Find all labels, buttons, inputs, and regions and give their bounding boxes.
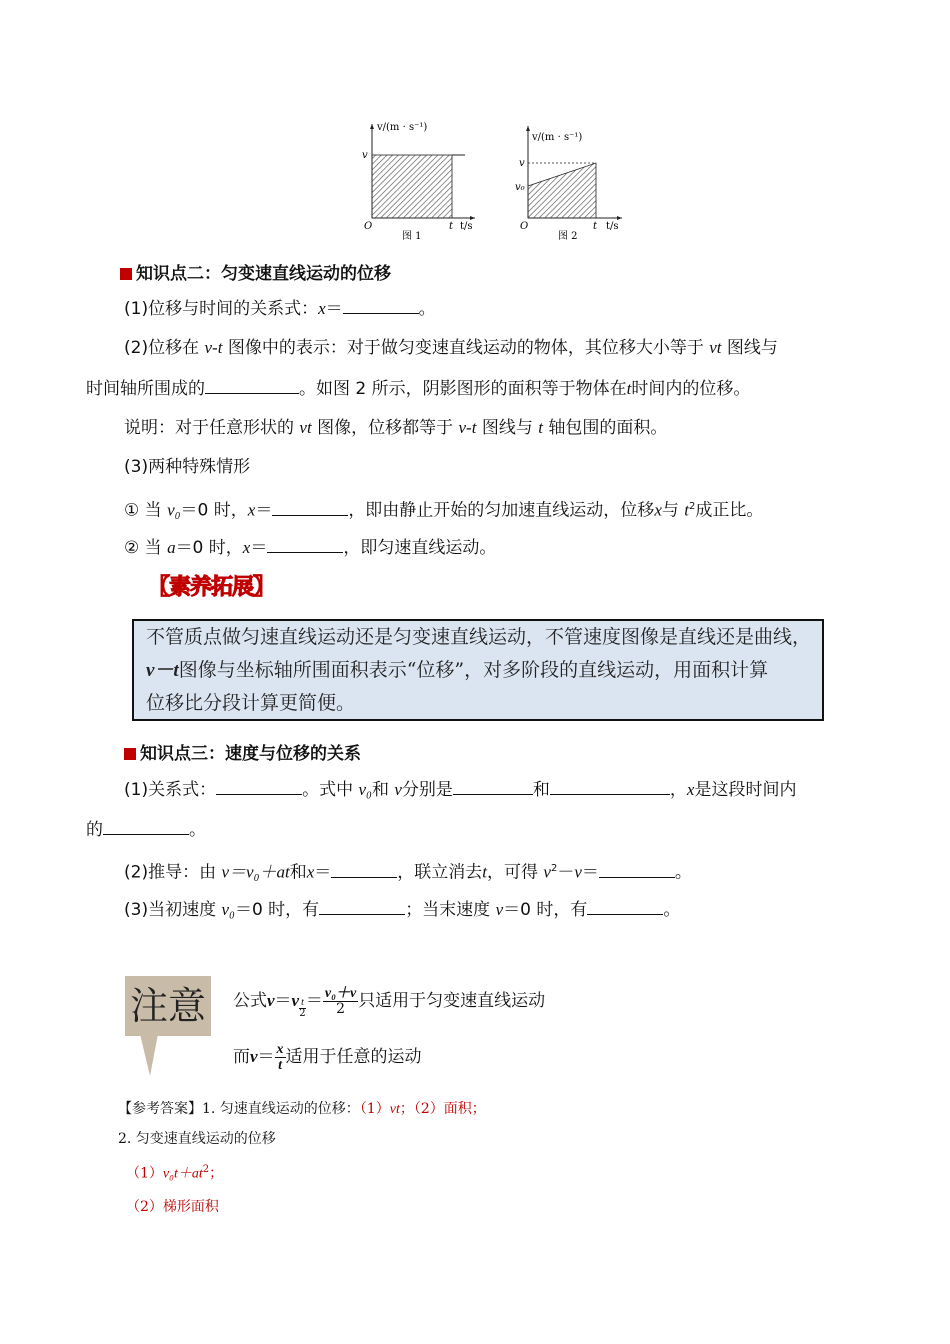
literacy-expansion-banner: 〖素养拓展〗	[148, 575, 275, 600]
blank-field[interactable]	[267, 536, 343, 553]
blank-field[interactable]	[103, 818, 189, 835]
blank-field[interactable]	[331, 861, 397, 878]
kp2-note: 说明：对于任意形状的 vt 图像，位移都等于 v-t 图线与 t 轴包围的面积。	[124, 418, 668, 438]
blank-field[interactable]	[205, 377, 299, 394]
blank-field[interactable]	[319, 898, 405, 915]
blank-field[interactable]	[453, 778, 533, 795]
expansion-line-2: v－t图像与坐标轴所围面积表示“位移”，对多阶段的直线运动，用面积计算	[146, 659, 769, 681]
g2-xlabel: t/s	[606, 221, 619, 232]
g2-origin: O	[520, 221, 529, 232]
kp2-p3: (3)两种特殊情形	[124, 457, 251, 477]
kp2-p2: (2)位移在 v-t 图像中的表示：对于做匀变速直线运动的物体，其位移大小等于 vt 图线与	[124, 338, 778, 358]
g2-ylabel: v/(m · s⁻¹)	[532, 132, 583, 143]
kp3-p1-line2: 的 。	[86, 820, 206, 840]
kp2-heading: 知识点二：匀变速直线运动的位移	[120, 263, 391, 285]
note-formula-2: 而v＝ $\frac{x}{t}$ 适用于任意的运动	[233, 1042, 422, 1073]
answers-line-2: 2. 匀变速直线运动的位移	[118, 1131, 276, 1147]
g1-ylabel: v/(m · s⁻¹)	[377, 122, 428, 133]
blank-field[interactable]	[587, 898, 663, 915]
expansion-line-1: 不管质点做匀速直线运动还是匀变速直线运动，不管速度图像是直线还是曲线，	[146, 626, 812, 648]
note-pointer-icon	[140, 1034, 160, 1078]
blank-field[interactable]	[550, 778, 670, 795]
g2-t-tick: t	[593, 221, 598, 232]
g2-v-tick: v	[519, 158, 525, 169]
blank-field[interactable]	[599, 861, 675, 878]
answers-line-3: $(1)v_0t+at^2$；	[126, 1164, 224, 1182]
answers-line-1: 【参考答案】1. 匀速直线运动的位移：（1）vt；（2）面积；	[118, 1101, 486, 1117]
g2-v0-tick: v₀	[515, 182, 525, 193]
expansion-line-3: 位移比分段计算更简便。	[146, 692, 356, 714]
note-label: 注意	[129, 984, 206, 1028]
red-square-icon	[120, 268, 132, 280]
kp2-case1: ① 当 v₀＝0 时，x＝ ，即由静止开始的匀加速直线运动，位移x与 $t^2$成正比。	[124, 500, 764, 521]
g1-t-tick: t	[449, 221, 454, 232]
kp2-p1: (1)位移与时间的关系式：x＝ 。	[124, 299, 436, 319]
g1-v-tick: v	[362, 150, 368, 161]
graph-2	[515, 126, 622, 242]
g1-origin: O	[364, 221, 373, 232]
blank-field[interactable]	[216, 778, 302, 795]
g2-caption: 图 2	[558, 231, 578, 242]
note-formula-1: 公式v＝v $\frac{t}{2}$ ＝ $\frac{\text{v₀＋v}}{2}$ 只适用于匀变速直线运动	[233, 986, 546, 1019]
kp3-p2: (2)推导：由 v＝v₀＋at和x＝ ，联立消去t，可得 $v^2-v=$ 。	[124, 862, 692, 883]
g1-caption: 图 1	[402, 231, 422, 242]
blank-field[interactable]	[272, 499, 348, 516]
expansion-box	[132, 619, 824, 721]
kp2-p2-line2: 时间轴所围成的 。如图 2 所示，阴影图形的面积等于物体在t时间内的位移。	[86, 379, 751, 399]
answers-line-4: （2）梯形面积	[126, 1199, 219, 1215]
kp3-p3: (3)当初速度 v₀＝0 时，有 ；当末速度 v＝0 时，有 。	[124, 900, 681, 920]
red-square-icon	[124, 748, 136, 760]
g1-xlabel: t/s	[460, 221, 473, 232]
kp2-case2: ② 当 a＝0 时，x＝ ，即匀速直线运动。	[124, 538, 497, 558]
velocity-time-figures	[350, 118, 640, 246]
kp3-p1: (1)关系式： 。式中 v₀和 v分别是 和 ，x是这段时间内	[124, 780, 797, 800]
blank-field[interactable]	[343, 297, 419, 314]
graph-1	[362, 122, 475, 242]
kp3-heading: 知识点三：速度与位移的关系	[124, 743, 361, 765]
